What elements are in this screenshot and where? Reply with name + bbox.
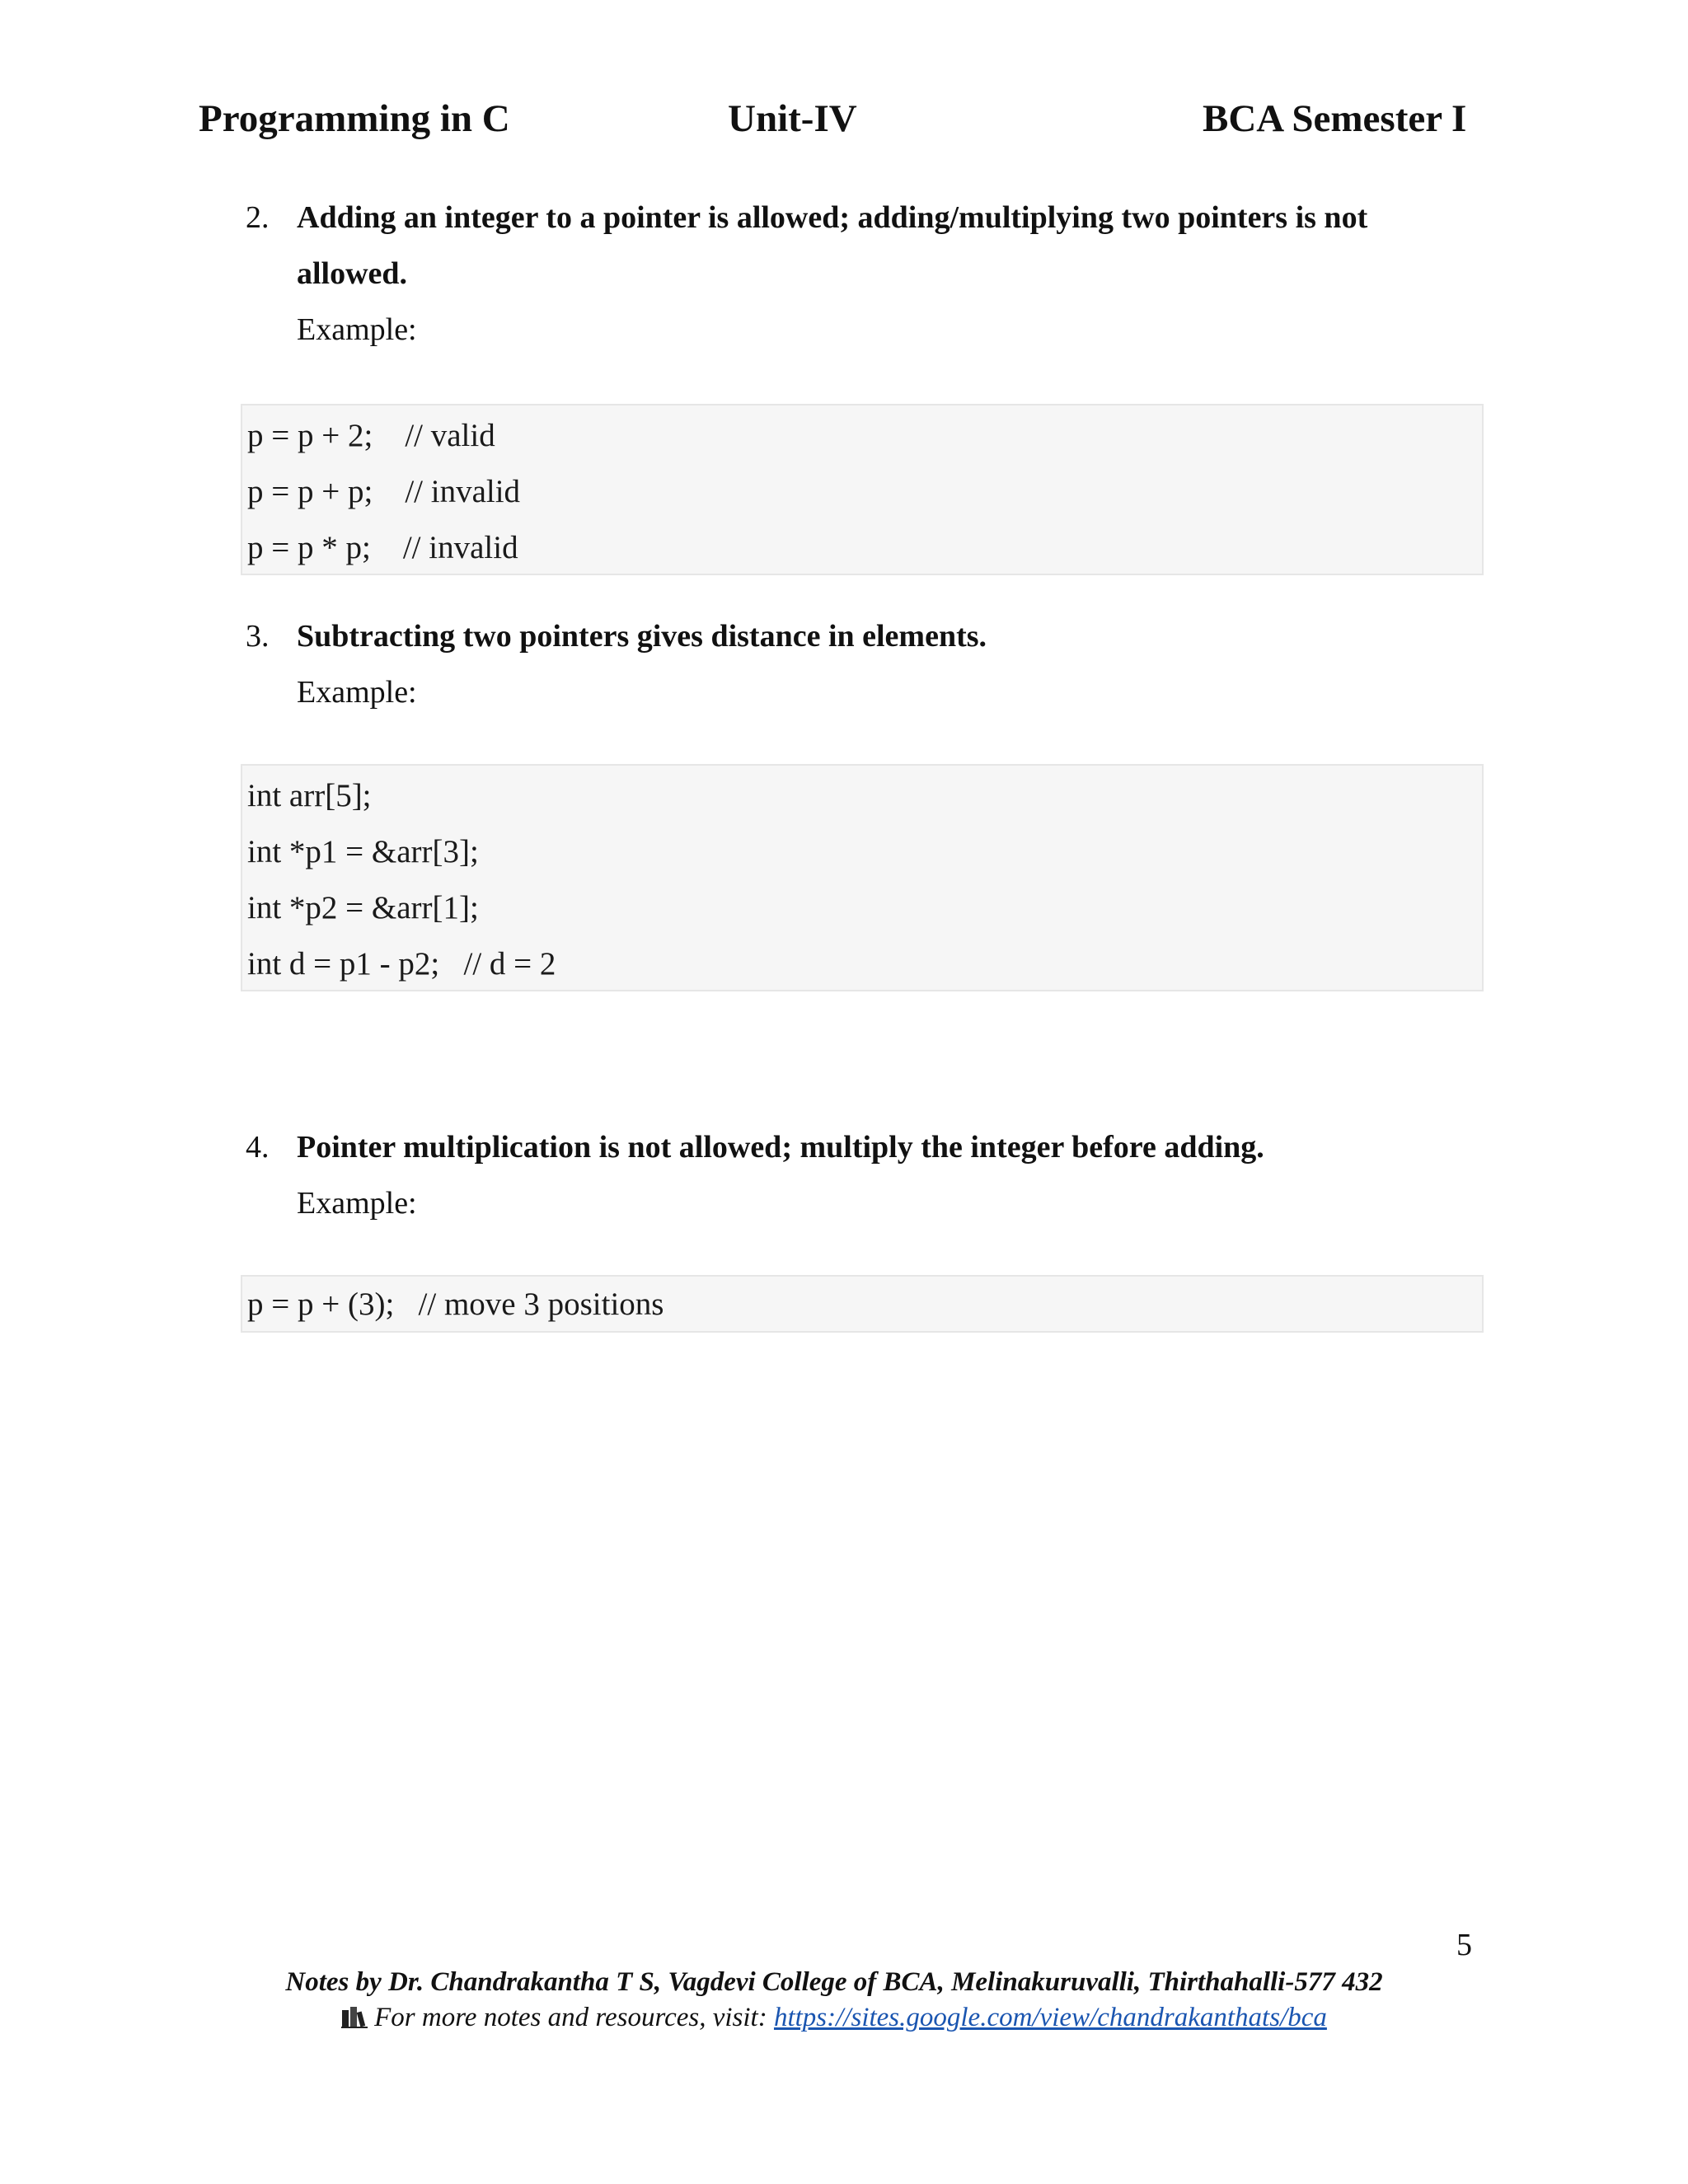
code-block xyxy=(241,404,1484,575)
item-title: Pointer multiplication is not allowed; multiply the integer before adding. xyxy=(297,1130,1264,1165)
code-line: p = p + (3); // move 3 positions xyxy=(247,1286,664,1322)
code-line: p = p + p; // invalid xyxy=(247,474,521,509)
footer-credit: Notes by Dr. Chandrakantha T S, Vagdevi College of BCA, Melinakuruvalli, Thirthahalli-577 432 xyxy=(285,1967,1383,1997)
code-block xyxy=(241,764,1484,991)
list-item-4 xyxy=(246,1119,1482,1231)
example-label: Example: xyxy=(297,1186,417,1221)
code-block xyxy=(241,1275,1484,1333)
list-item-2 xyxy=(246,190,1482,358)
list-item-3 xyxy=(246,608,1482,720)
item-title: Adding an integer to a pointer is allowed; adding/multiplying two pointers is not allowed. xyxy=(297,200,1368,291)
books-icon xyxy=(341,2005,369,2028)
code-line: int arr[5]; xyxy=(247,778,372,813)
example-label: Example: xyxy=(297,675,417,710)
item-number: 3. xyxy=(246,619,270,654)
footer-resources-text: For more notes and resources, visit: xyxy=(374,2003,767,2032)
code-line: int *p1 = &arr[3]; xyxy=(247,834,479,869)
example-label: Example: xyxy=(297,312,417,347)
item-title: Subtracting two pointers gives distance in elements. xyxy=(297,619,987,654)
code-line: p = p * p; // invalid xyxy=(247,530,518,565)
code-line: p = p + 2; // valid xyxy=(247,418,495,453)
header-subject: Programming in C xyxy=(199,97,510,140)
footer-resources xyxy=(0,2001,1668,2034)
page-number: 5 xyxy=(1456,1928,1472,1962)
header-unit: Unit-IV xyxy=(728,97,857,140)
item-number: 2. xyxy=(246,200,270,235)
code-line: int *p2 = &arr[1]; xyxy=(247,890,479,926)
resources-link[interactable]: https://sites.google.com/view/chandrakanthats/bca xyxy=(773,2003,1327,2032)
item-number: 4. xyxy=(246,1130,270,1165)
header-semester: BCA Semester I xyxy=(1203,97,1467,140)
code-line: int d = p1 - p2; // d = 2 xyxy=(247,946,556,982)
